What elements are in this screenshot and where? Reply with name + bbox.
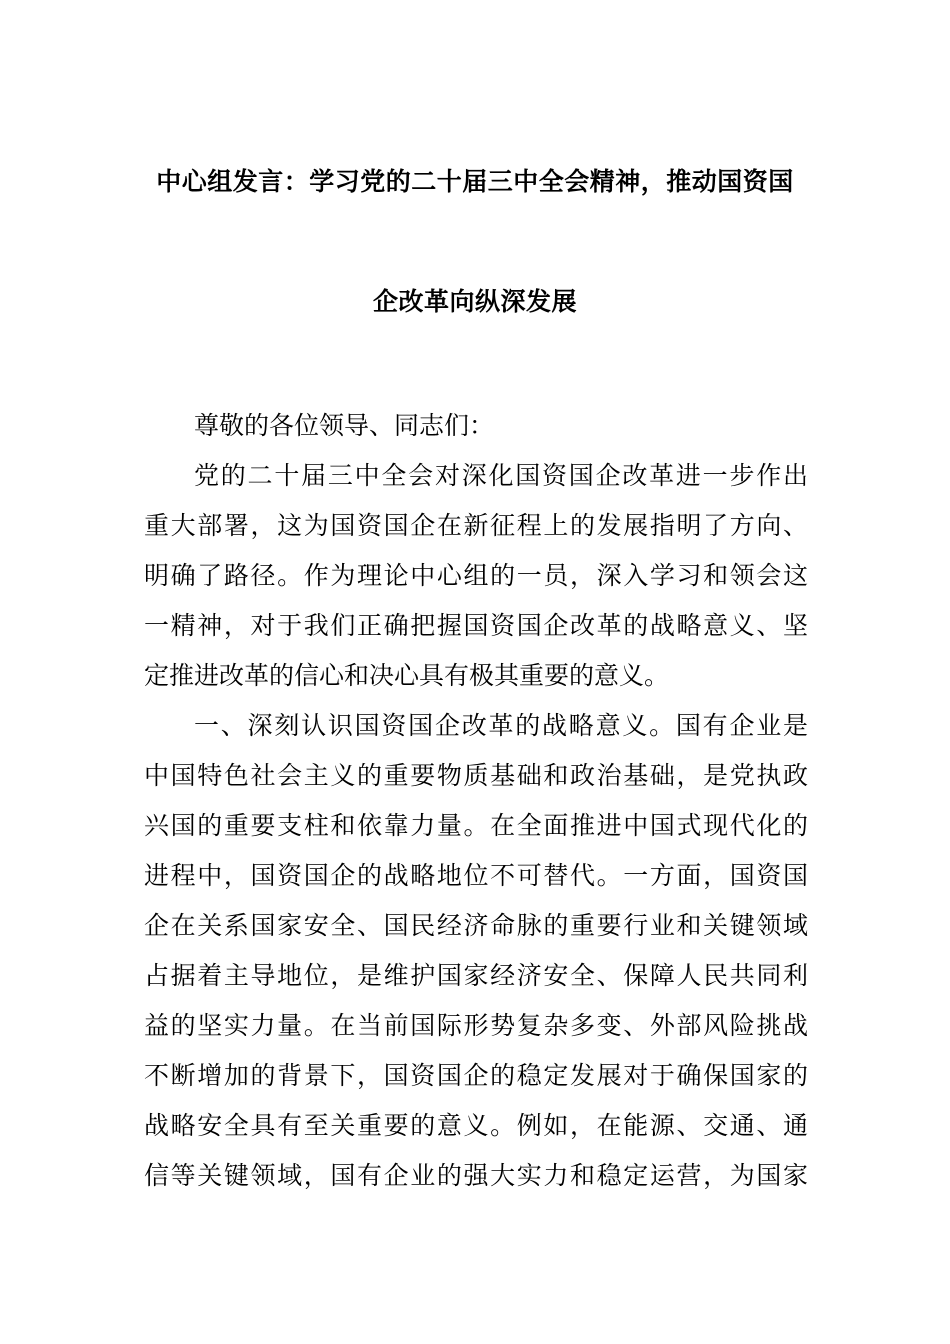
paragraph-line: 益的坚实力量。在当前国际形势复杂多变、外部风险挑战 — [144, 1011, 808, 1040]
paragraph-line: 兴国的重要支柱和依靠力量。在全面推进中国式现代化的 — [144, 811, 808, 840]
document-title-line-2: 企改革向纵深发展 — [372, 287, 577, 316]
paragraph-line: 不断增加的背景下，国资国企的稳定发展对于确保国家的 — [144, 1061, 808, 1090]
paragraph-line: 定推进改革的信心和决心具有极其重要的意义。 — [144, 661, 670, 690]
greeting: 尊敬的各位领导、同志们： — [194, 411, 495, 440]
paragraph-line: 中国特色社会主义的重要物质基础和政治基础，是党执政 — [144, 761, 808, 790]
paragraph-line: 重大部署，这为国资国企在新征程上的发展指明了方向、 — [144, 511, 808, 540]
paragraph-line: 党的二十届三中全会对深化国资国企改革进一步作出 — [194, 461, 808, 490]
paragraph-line: 信等关键领域，国有企业的强大实力和稳定运营，为国家 — [144, 1161, 808, 1190]
paragraph-line: 占据着主导地位，是维护国家经济安全、保障人民共同利 — [144, 961, 808, 990]
paragraph-line: 一精神，对于我们正确把握国资国企改革的战略意义、坚 — [144, 611, 808, 640]
document-title-line-1: 中心组发言：学习党的二十届三中全会精神，推动国资国 — [156, 167, 794, 196]
paragraph-line: 企在关系国家安全、国民经济命脉的重要行业和关键领域 — [144, 911, 808, 940]
paragraph-line: 一、深刻认识国资国企改革的战略意义。国有企业是 — [194, 711, 808, 740]
paragraph-line: 进程中，国资国企的战略地位不可替代。一方面，国资国 — [144, 861, 808, 890]
paragraph-line: 明确了路径。作为理论中心组的一员，深入学习和领会这 — [144, 561, 808, 590]
paragraph-line: 战略安全具有至关重要的意义。例如，在能源、交通、通 — [144, 1111, 808, 1140]
